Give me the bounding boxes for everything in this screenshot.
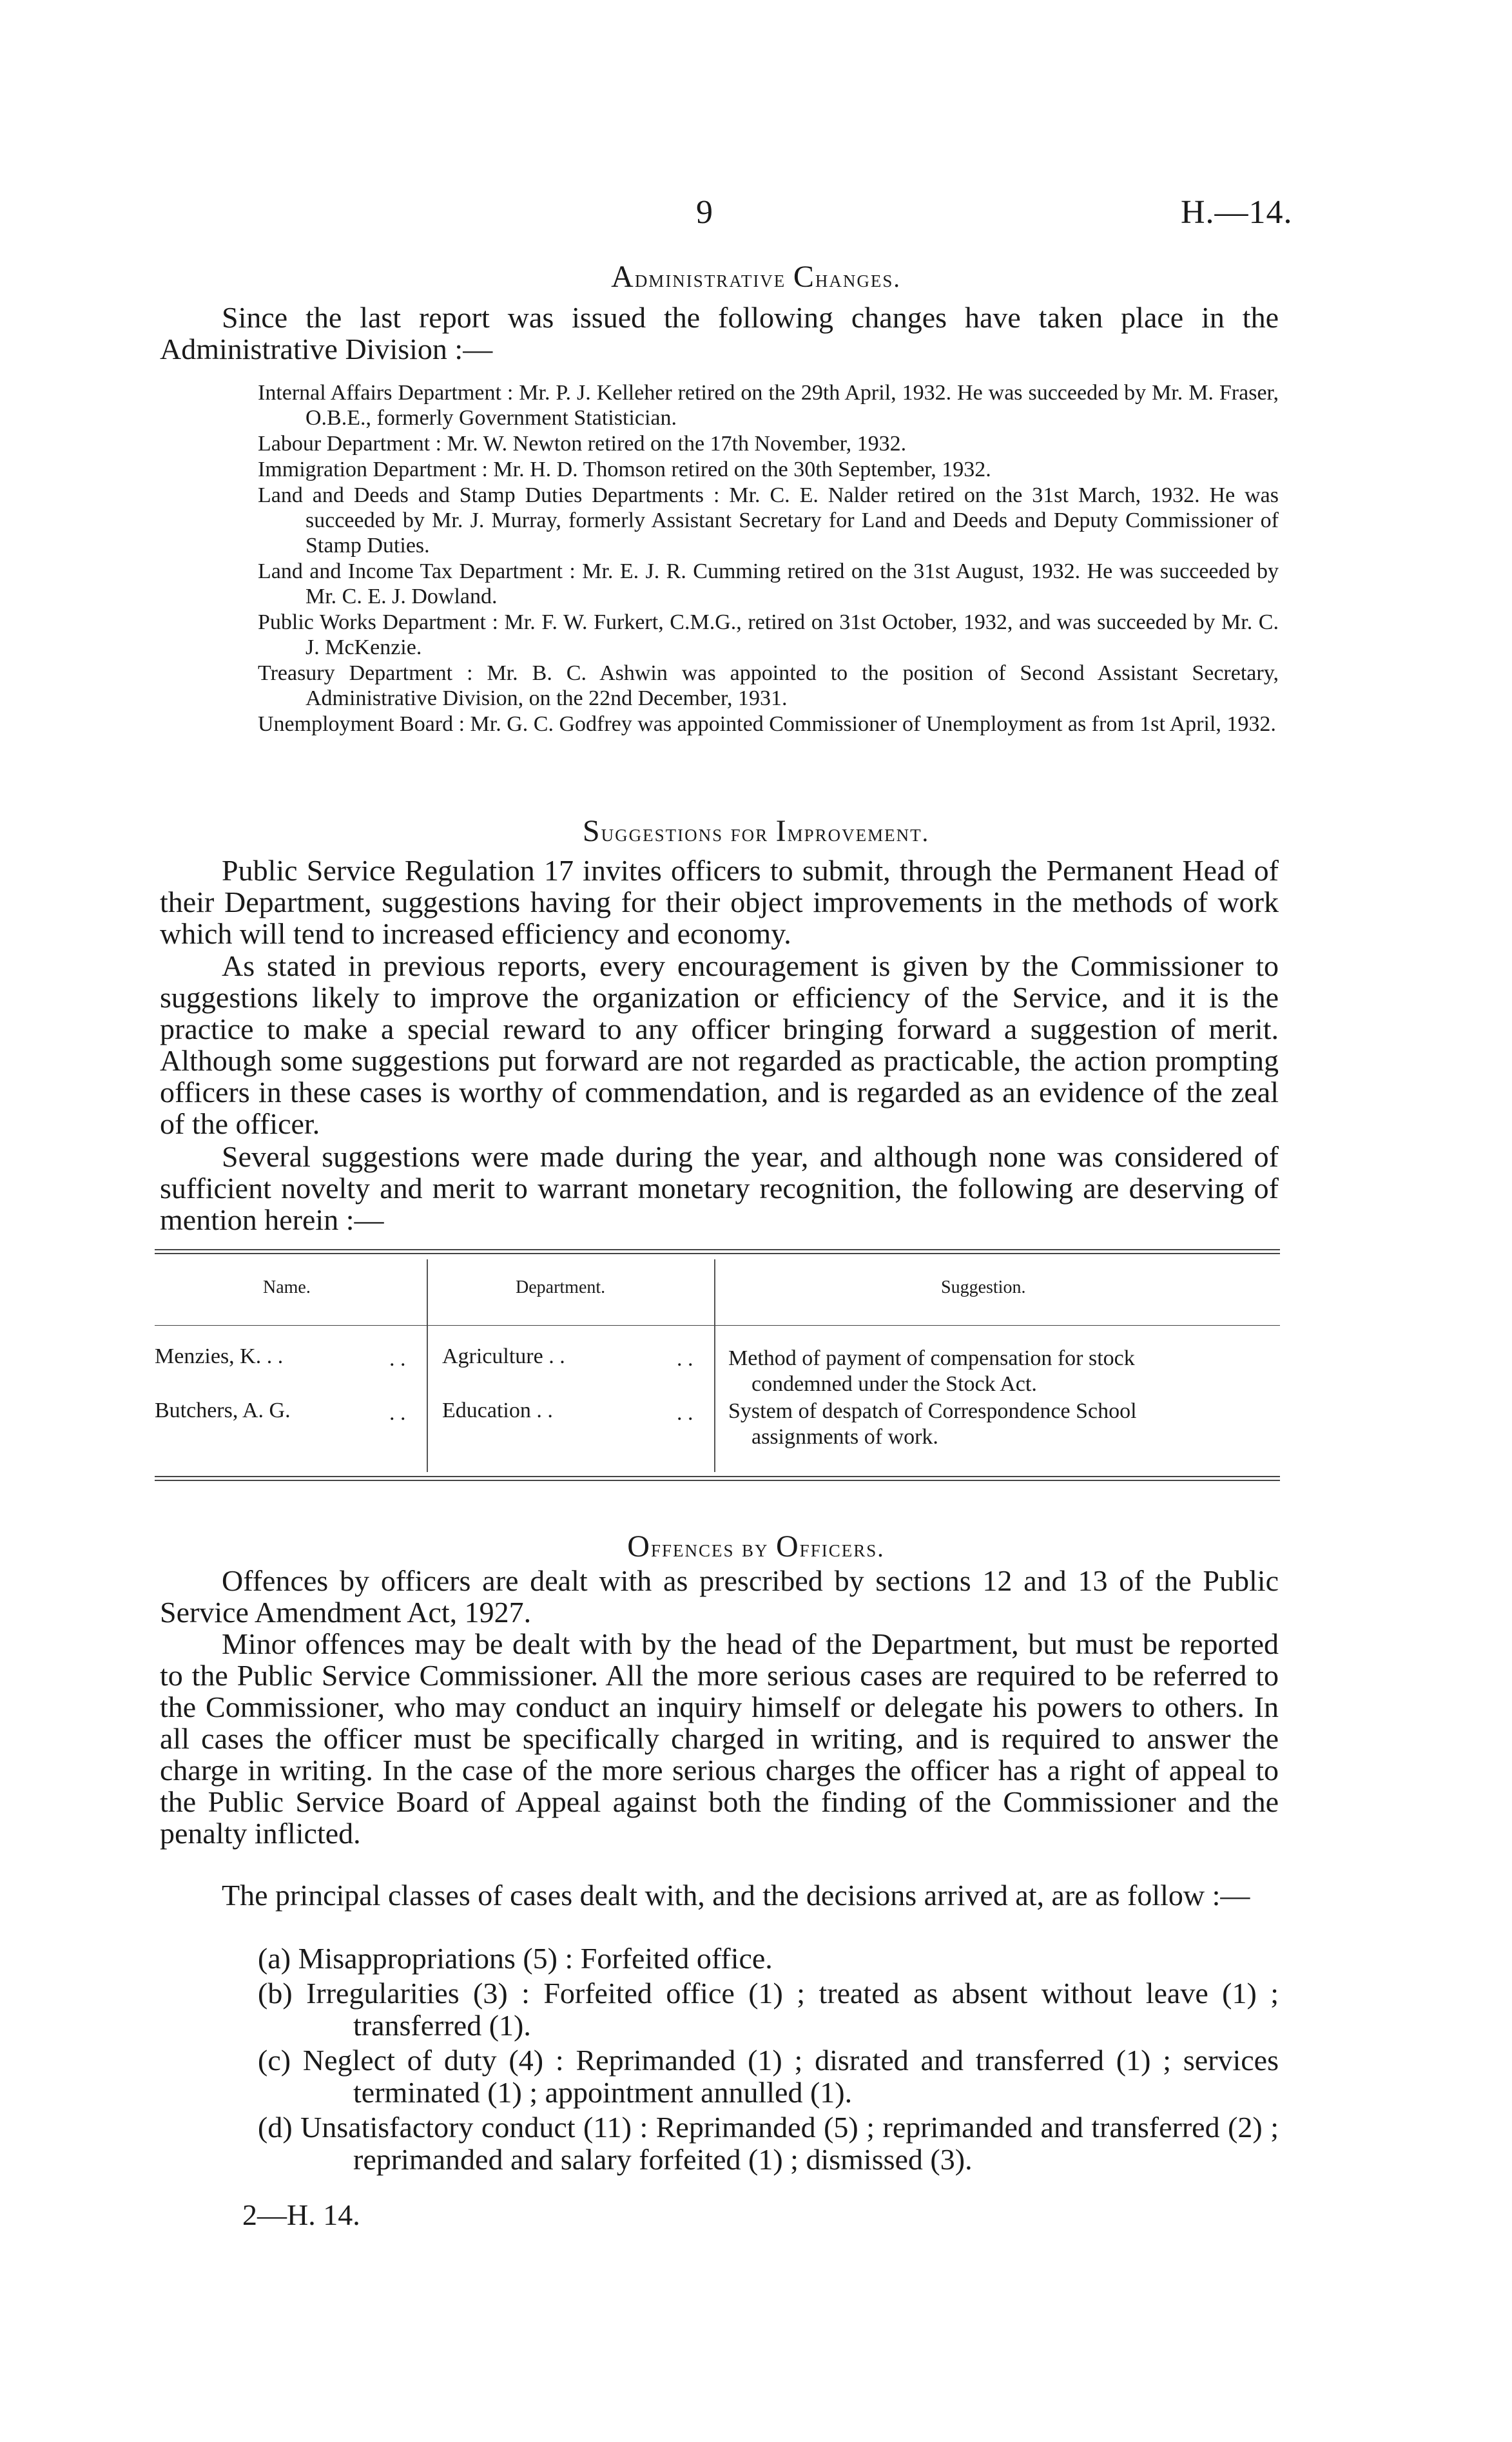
list-item — [258, 1977, 1279, 2042]
table-cell-dots: . . — [677, 1347, 693, 1371]
suggestions-paragraph-1: Public Service Regulation 17 invites officers to submit, through the Permanent Head of their Department, suggestions having for their object improvements in the methods of work which will tend to increased efficiency and economy. — [160, 854, 1279, 950]
table-bottom-rule-2 — [155, 1480, 1280, 1481]
table-cell-name: Butchers, A. G. — [155, 1399, 291, 1422]
list-text: Misappropriations (5) : Forfeited office. — [298, 1942, 773, 1975]
table-top-rule-2 — [155, 1253, 1280, 1254]
list-label: (d) — [258, 2111, 293, 2144]
table-cell-name: Menzies, K. . . — [155, 1344, 284, 1368]
signature-mark: 2—H. 14. — [242, 2198, 360, 2231]
table-cell-dots: . . — [389, 1401, 406, 1425]
list-item — [258, 2044, 1279, 2109]
column-header-department: Department. — [516, 1277, 606, 1297]
list-item: Internal Affairs Department : Mr. P. J. Kelleher retired on the 29th April, 1932. He was succeeded by Mr. M. Fraser, O.B.E., formerly Government Statistician. — [258, 381, 1279, 430]
suggestion-line: assignments of work. — [751, 1425, 938, 1449]
list-item: Immigration Department : Mr. H. D. Thomson retired on the 30th September, 1932. — [258, 458, 991, 481]
document-reference: H.—14. — [1181, 194, 1293, 231]
list-item: Labour Department : Mr. W. Newton retired on the 17th November, 1932. — [258, 432, 907, 456]
table-bottom-rule — [155, 1476, 1280, 1477]
list-label: (b) — [258, 1977, 293, 2010]
column-divider — [427, 1259, 428, 1472]
heading-offences: Offences by Officers. — [627, 1529, 885, 1564]
list-item: Unemployment Board : Mr. G. C. Godfrey was appointed Commissioner of Unemployment as from 1st April, 1932. — [258, 712, 1276, 736]
list-label: (c) — [258, 2044, 291, 2077]
list-item: Public Works Department : Mr. F. W. Furkert, C.M.G., retired on 31st October, 1932, and was succeeded by Mr. C. J. McKenzie. — [258, 610, 1279, 659]
suggestion-line: Method of payment of compensation for stock — [728, 1346, 1135, 1370]
table-cell-dots: . . — [389, 1347, 406, 1371]
offences-paragraph-2: Minor offences may be dealt with by the head of the Department, but must be reported to the Public Service Commissioner. All the more serious cases are required to be referred to the Commissioner, who may conduct an inquiry himself or delegate his powers to others. In all cases the officer must be specifically charged in writing, and is required to answer the charge in writing. In the case of the more serious charges the officer has a right of appeal to the Public Service Board of Appeal against both the finding of the Commissioner and the penalty inflicted. — [160, 1627, 1279, 1850]
list-label: (a) — [258, 1942, 291, 1975]
offences-paragraph-3: The principal classes of cases dealt with, and the decisions arrived at, are as follow :— — [222, 1879, 1250, 1912]
heading-administrative-changes: Administrative Changes. — [611, 260, 901, 294]
table-cell-department: Education . . — [442, 1399, 553, 1422]
suggestion-line: System of despatch of Correspondence School — [728, 1399, 1137, 1423]
list-text: Unsatisfactory conduct (11) : Reprimanded (5) ; reprimanded and transferred (2) ; reprimanded and salary forfeited (1) ; dismissed (3). — [300, 2111, 1279, 2176]
list-item: Land and Deeds and Stamp Duties Departments : Mr. C. E. Nalder retired on the 31st March, 1932. He was succeeded by Mr. J. Murray, formerly Assistant Secretary for Land and Deeds and Deputy Commissioner of Stamp Duties. — [258, 483, 1279, 557]
table-top-rule — [155, 1249, 1280, 1250]
heading-suggestions: Suggestions for Improvement. — [582, 814, 930, 848]
list-item — [258, 2111, 1279, 2176]
offences-paragraph-1: Offences by officers are dealt with as prescribed by sections 12 and 13 of the Public Service Amendment Act, 1927. — [160, 1564, 1279, 1629]
table-cell-suggestion — [728, 1346, 1276, 1397]
table-header-rule — [155, 1325, 1280, 1326]
suggestions-paragraph-3: Several suggestions were made during the year, and although none was considered of sufficient novelty and merit to warrant monetary recognition, the following are deserving of mention herein :— — [160, 1140, 1279, 1236]
column-divider — [714, 1259, 715, 1472]
admin-changes-list — [258, 380, 1279, 737]
admin-intro-paragraph: Since the last report was issued the following changes have taken place in the Administrative Division :— — [160, 301, 1279, 365]
list-text: Irregularities (3) : Forfeited office (1) ; treated as absent without leave (1) ; transferred (1). — [306, 1977, 1279, 2042]
table-cell-department: Agriculture . . — [442, 1344, 565, 1368]
list-item: Treasury Department : Mr. B. C. Ashwin was appointed to the position of Second Assistant Secretary, Administrative Division, on the 22nd December, 1931. — [258, 661, 1279, 710]
suggestion-line: condemned under the Stock Act. — [751, 1372, 1037, 1396]
list-text: Neglect of duty (4) : Reprimanded (1) ; disrated and transferred (1) ; services terminated (1) ; appointment annulled (1). — [302, 2044, 1279, 2109]
page-number: 9 — [696, 194, 713, 231]
suggestions-table — [155, 1249, 1280, 1482]
column-header-suggestion: Suggestion. — [941, 1277, 1026, 1297]
column-header-name: Name. — [263, 1277, 311, 1297]
list-item — [258, 1943, 1279, 1975]
offences-list — [258, 1943, 1279, 2178]
table-cell-suggestion — [728, 1399, 1276, 1450]
suggestions-paragraph-2: As stated in previous reports, every encouragement is given by the Commissioner to suggestions likely to improve the organization or efficiency of the Service, and it is the practice to make a special reward to any officer bringing forward a suggestion of merit. Although some suggestions put forward are not regarded as practicable, the action prompting officers in these cases is worthy of commendation, and is regarded as an evidence of the zeal of the officer. — [160, 949, 1279, 1140]
table-cell-dots: . . — [677, 1401, 693, 1425]
list-item: Land and Income Tax Department : Mr. E. J. R. Cumming retired on the 31st August, 1932. He was succeeded by Mr. C. E. J. Dowland. — [258, 559, 1279, 608]
